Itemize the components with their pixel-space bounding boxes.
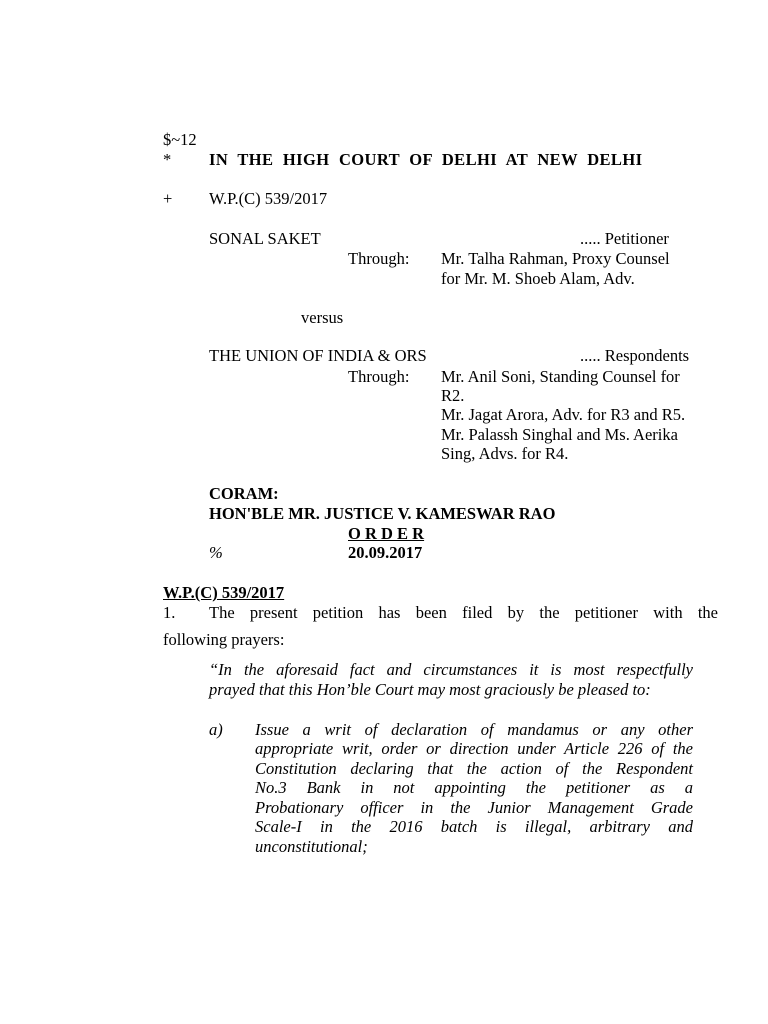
prayer-text: Constitution declaring that the action of the Respondent [255, 759, 693, 778]
prayer-text: Issue a writ of declaration of mandamus or any other [255, 720, 693, 739]
respondents-counsel-line: Mr. Anil Soni, Standing Counsel for [441, 367, 680, 386]
plus-marker: + [163, 189, 173, 208]
respondents-role: ..... Respondents [580, 346, 690, 365]
star-marker: * [163, 150, 172, 169]
percent-marker: % [209, 543, 223, 562]
respondents-counsel-line: Sing, Advs. for R4. [441, 444, 569, 463]
paragraph-text: following prayers: [163, 630, 285, 649]
versus-label: versus [301, 308, 344, 327]
petitioner-counsel-line: for Mr. M. Shoeb Alam, Adv. [441, 269, 635, 288]
petitioner-counsel-line: Mr. Talha Rahman, Proxy Counsel [441, 249, 670, 268]
section-heading: W.P.(C) 539/2017 [163, 583, 285, 602]
petitioner-role: ..... Petitioner [580, 229, 669, 248]
prayer-text: appropriate writ, order or direction under Article 226 of the [255, 739, 693, 758]
respondents-counsel-line: Mr. Palassh Singhal and Ms. Aerika [441, 425, 678, 444]
prayer-text: No.3 Bank in not appointing the petitioner as a [255, 778, 693, 797]
prayer-text: Probationary officer in the Junior Management Grade [255, 798, 693, 817]
judge-name: HON'BLE MR. JUSTICE V. KAMESWAR RAO [209, 504, 556, 523]
prayer-text: unconstitutional; [255, 837, 368, 856]
case-code: $~12 [163, 130, 197, 149]
quote-text: “In the aforesaid fact and circumstances it is most respectfully [209, 660, 693, 679]
prayer-label: a) [209, 720, 223, 739]
petitioner-name: SONAL SAKET [209, 229, 321, 248]
respondents-through-label: Through: [348, 367, 410, 386]
order-title: O R D E R [348, 524, 425, 543]
respondents-counsel-line: R2. [441, 386, 465, 405]
paragraph-text: The present petition has been filed by the petitioner with the [209, 603, 718, 622]
court-title: IN THE HIGH COURT OF DELHI AT NEW DELHI [209, 150, 643, 169]
order-date: 20.09.2017 [348, 543, 423, 562]
case-number: W.P.(C) 539/2017 [209, 189, 328, 208]
respondents-counsel-line: Mr. Jagat Arora, Adv. for R3 and R5. [441, 405, 686, 424]
coram-label: CORAM: [209, 484, 279, 503]
respondents-name: THE UNION OF INDIA & ORS [209, 346, 427, 365]
prayer-text: Scale-I in the 2016 batch is illegal, arbitrary and [255, 817, 693, 836]
petitioner-through-label: Through: [348, 249, 410, 268]
quote-text: prayed that this Hon’ble Court may most graciously be pleased to: [209, 680, 651, 699]
paragraph-number: 1. [163, 603, 176, 622]
